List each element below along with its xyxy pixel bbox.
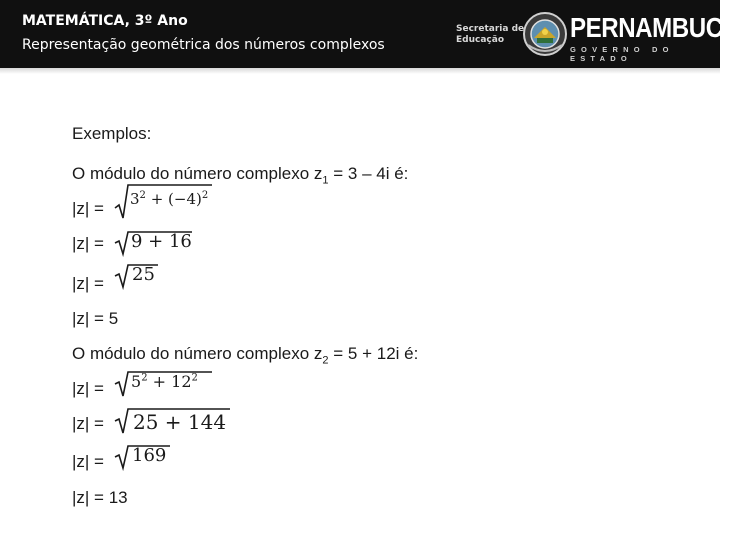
header-bar (0, 0, 741, 68)
example2-step1-lhs: |z| = (72, 379, 104, 398)
example1-step3-lhs: |z| = (72, 274, 104, 293)
example2-step1-radicand: $5^2 + 12^2$ (131, 372, 198, 391)
example1-result: |z| = 5 (72, 309, 119, 328)
example2-step2-lhs: |z| = (72, 414, 104, 433)
example1-step2-lhs: |z| = (72, 234, 104, 253)
example2-statement: O módulo do número complexo $z_2 = 5 + 12i$ é: (72, 344, 419, 367)
example2-step3-lhs: |z| = (72, 452, 104, 471)
header-title: MATEMÁTICA, 3º Ano (22, 13, 188, 29)
secretaria-label: Secretaria de Educação (456, 24, 525, 45)
header-separator (0, 68, 720, 74)
brand-name: PERNAMBUCO (570, 12, 741, 43)
example1-step3-radicand: 25 (132, 264, 155, 285)
examples-heading: Exemplos: (72, 124, 152, 143)
example1-step1-lhs: |z| = (72, 199, 104, 218)
example1-statement: O módulo do número complexo $z_1 = 3 - 4i$ é: (72, 164, 409, 187)
example1-step1-radicand: $3^2 + (-4)^2$ (130, 190, 209, 208)
government-logo (452, 8, 741, 63)
example1-step2-radicand: 9 + 16 (131, 231, 192, 252)
example2-step3-radicand: 169 (132, 445, 167, 466)
brand-subtitle: GOVERNO DO ESTADO (570, 45, 674, 63)
example2-step2-radicand: 25 + 144 (133, 410, 227, 434)
state-crest-icon (522, 11, 568, 57)
example2-result: |z| = 13 (72, 488, 128, 507)
header-subtitle: Representação geométrica dos números complexos (22, 37, 385, 53)
